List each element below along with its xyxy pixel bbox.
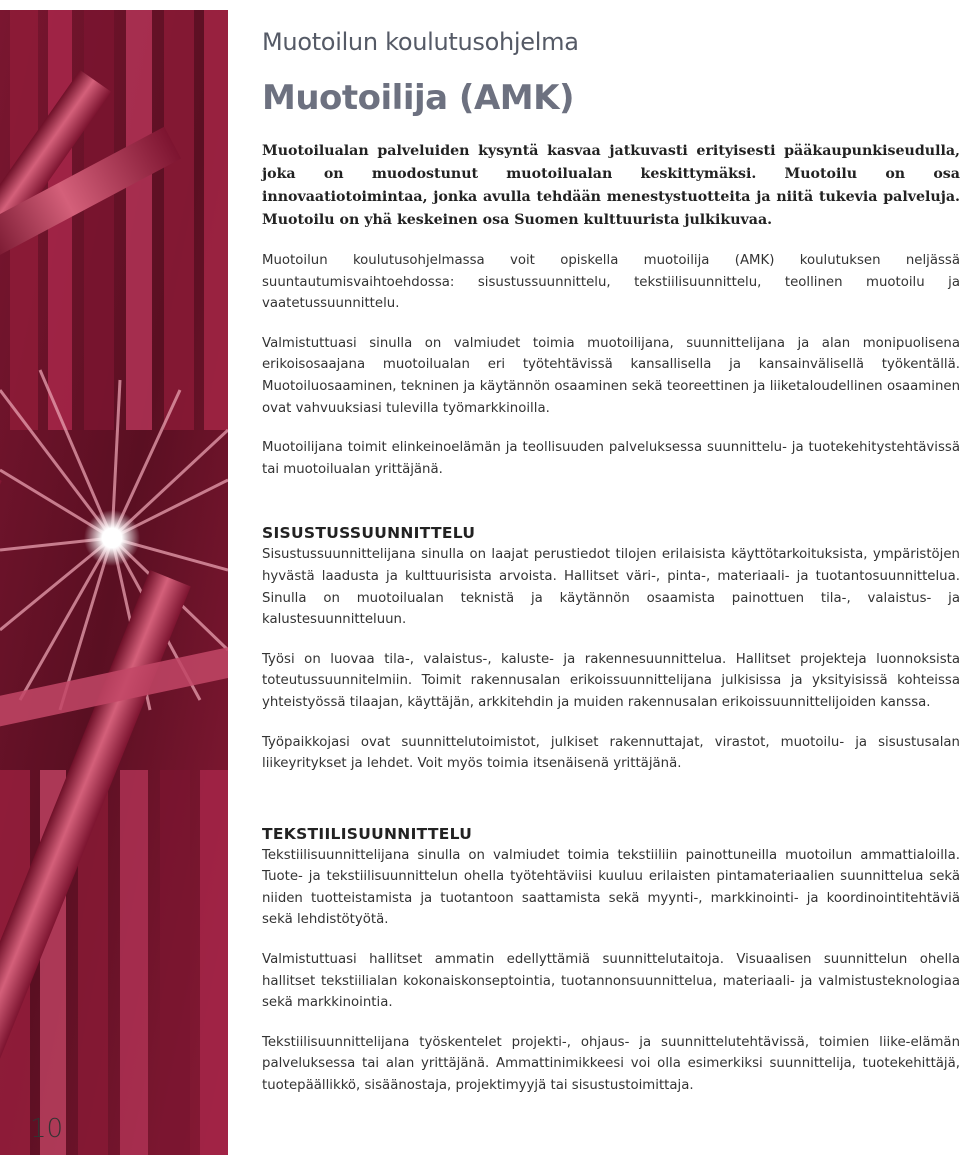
section-paragraph: Työpaikkojasi ovat suunnittelutoimistot, julkiset rakennuttajat, virastot, muotoilu- ja sisustusalan liikeyritykset ja lehdet. Voit myös toimia itsenäisenä yrittäjänä. <box>262 734 960 772</box>
section-paragraph: Valmistuttuasi hallitset ammatin edellyttämiä suunnittelutaitoja. Visuaalisen suunnittelun ohella hallitset tekstiilialan kokonaiskonseptointia, tuotannonsuunnittelua, materiaali- ja valmistusteknologiaa sekä markkinointia. <box>262 952 960 1011</box>
section-paragraph: Sisustussuunnittelijana sinulla on laajat perustiedot tilojen erilaisista käyttötarkoituksista, ympäristöjen hyvästä laadusta ja kulttuurisista arvoista. Hallitset väri-, pinta-, materiaali- ja tuotantosuunnittelua. Sinulla on muotoilualan teknistä ja käytännön osaamista painottuen tila-, valaistus- ja kalustesuunnitteluun. <box>262 547 960 628</box>
section-tekstiilisuunnittelu <box>262 825 960 1097</box>
intro-paragraph-1: Muotoilun koulutusohjelmassa voit opiskella muotoilija (AMK) koulutuksen neljässä suuntautumisvaihtoehdossa: sisustussuunnittelu, tekstiilisuunnittelu, teollinen muotoilu ja vaatetussuunnittelu. <box>262 253 960 312</box>
intro-paragraph-3: Muotoilijana toimit elinkeinoelämän ja teollisuuden palveluksessa suunnittelu- ja tuotekehitystehtävissä tai muotoilualan yrittäjänä. <box>262 440 960 477</box>
page-title: Muotoilija (AMK) <box>262 78 574 118</box>
section-sisustussuunnittelu <box>262 524 960 774</box>
main-content <box>262 28 960 1097</box>
section-paragraph: Tekstiilisuunnittelijana työskentelet projekti-, ohjaus- ja suunnittelutehtävissä, toimien liike-elämän palveluksessa tai alan yrittäjänä. Ammattinimikkeesi voi olla esimerkiksi suunnittelija, tuotekehittäjä, tuotepäällikkö, sisäänostaja, projektimyyjä tai sisustustoimittaja. <box>262 1034 960 1094</box>
page-number: 10 <box>30 1114 64 1144</box>
section-heading: TEKSTIILISUUNNITTELU <box>262 824 473 843</box>
section-heading: SISUSTUSSUUNNITTELU <box>262 524 476 543</box>
side-photo <box>0 10 228 1155</box>
program-kicker: Muotoilun koulutusohjelma <box>262 28 579 56</box>
red-sculpture-photo <box>0 10 228 1155</box>
section-paragraph: Työsi on luovaa tila-, valaistus-, kaluste- ja rakennesuunnittelua. Hallitset projekteja luonnoksista toteutussuunnitelmiin. Toimit rakennusalan erikoissuunnittelijana julkisissa ja yksityisissä kohteissa yhteistyössä tilaajan, käyttäjän, arkkitehdin ja muiden rakennusalan erikoissuunnittelijoiden kanssa. <box>262 651 960 710</box>
lead-paragraph: Muotoilualan palveluiden kysyntä kasvaa jatkuvasti erityisesti pääkaupunkiseudulla, joka on muodostunut muotoilualan keskittymäksi. Muotoilu on osa innovaatiotoimintaa, jonka avulla tehdään menestystuotteita ja niitä tukevia palveluja. Muotoilu on yhä keskeinen osa Suomen kulttuurista julkikuvaa. <box>262 143 960 228</box>
intro-paragraph-2: Valmistuttuasi sinulla on valmiudet toimia muotoilijana, suunnittelijana ja alan monipuolisena erikoisosaajana muotoilualan eri työtehtävissä kansallisella ja kansainvälisellä työkentällä. Muotoiluosaaminen, tekninen ja käytännön osaaminen sekä teoreettinen ja liiketaloudellinen osaaminen ovat vahvuuksiasi tulevilla työmarkkinoilla. <box>262 335 960 416</box>
section-paragraph: Tekstiilisuunnittelijana sinulla on valmiudet toimia tekstiiliin painottuneilla muotoilun ammattialoilla. Tuote- ja tekstiilisuunnittelun ohella työtehtäviisi kuuluu erilaisten pintamateriaalien suunnittelua sekä niiden tuotteistamista ja tuotantoon saattamista sekä myynti-, markkinointi- ja koordinointitehtäviä sekä lehdistötyötä. <box>262 847 960 928</box>
